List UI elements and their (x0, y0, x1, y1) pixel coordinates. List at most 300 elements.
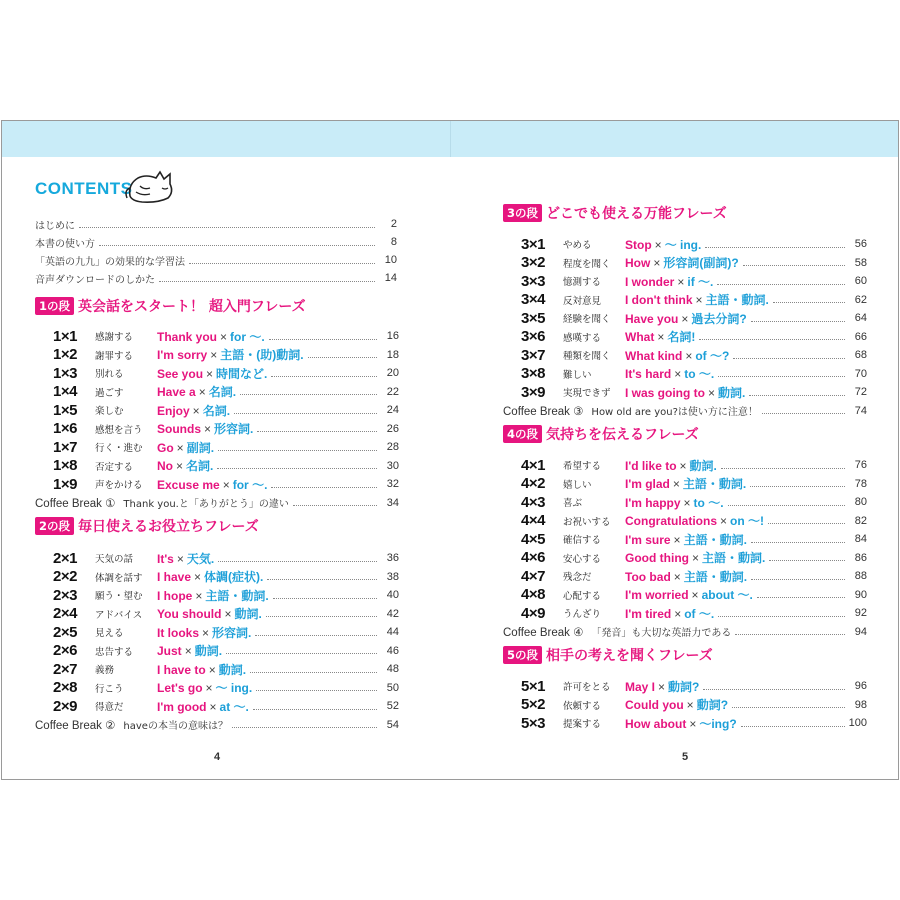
leader-dots (271, 376, 377, 377)
phrase-part: × (657, 330, 665, 344)
phrase-part: × (674, 367, 682, 381)
leader-dots (749, 395, 845, 396)
phrase-part: You should (157, 607, 222, 621)
entry-phrase (157, 624, 251, 641)
entry-topic: 感嘆する (563, 332, 602, 344)
entry-topic: 楽しむ (95, 406, 124, 417)
entry-page: 58 (854, 256, 867, 269)
entry-page: 90 (854, 588, 867, 601)
contents-entry[interactable] (503, 714, 867, 732)
intro-item-label: 「英語の九九」の効果的な学習法 (35, 256, 185, 268)
entry-phrase (625, 715, 737, 732)
section-header (503, 203, 727, 223)
entry-phrase (625, 273, 713, 290)
phrase-part: × (205, 681, 213, 695)
phrase-part: of 〜. (684, 606, 715, 621)
entry-number: 3×1 (521, 235, 545, 253)
leader-dots (769, 560, 845, 561)
entry-page: 36 (386, 552, 399, 564)
entry-phrase (157, 679, 252, 696)
section-badge: 3の段 (503, 204, 542, 222)
leader-dots (718, 376, 845, 377)
contents-entry[interactable] (35, 549, 399, 567)
phrase-part: Too bad (625, 569, 671, 584)
phrase-part: × (176, 440, 184, 455)
contents-entry[interactable] (503, 254, 867, 272)
contents-entry[interactable] (35, 660, 399, 678)
contents-entry[interactable] (503, 677, 867, 695)
entry-topic: 感謝する (95, 332, 134, 343)
entry-phrase (625, 310, 747, 327)
phrase-part: × (220, 329, 228, 344)
phrase-part: × (202, 625, 210, 640)
entry-page: 68 (854, 349, 867, 361)
entry-number: 4×6 (521, 549, 545, 566)
entry-page: 80 (854, 496, 867, 508)
contents-entry[interactable] (503, 309, 867, 327)
phrase-part: 主語・動詞. (205, 588, 269, 603)
phrase-part: × (689, 716, 697, 731)
entry-topic: うんざり (563, 609, 602, 620)
phrase-part: I'm sure (625, 532, 671, 547)
contents-entry[interactable] (35, 420, 399, 438)
contents-entry[interactable] (503, 475, 867, 493)
entry-number: 2×3 (53, 586, 77, 604)
leader-dots (79, 227, 375, 228)
entry-phrase (157, 383, 236, 400)
phrase-part: × (686, 698, 694, 712)
phrase-part: I'd like to (625, 458, 677, 473)
entry-phrase (625, 494, 724, 511)
entry-number: 2×9 (53, 697, 77, 715)
entry-number: 4×7 (521, 567, 545, 585)
phrase-part: 動詞. (718, 385, 746, 400)
phrase-part: 名詞. (208, 385, 237, 399)
phrase-part: 主語・動詞. (682, 477, 747, 491)
entry-number: 2×5 (53, 623, 77, 641)
entry-topic: 憶測する (563, 277, 602, 288)
phrase-part: It's hard (625, 367, 672, 381)
phrase-part: × (195, 588, 203, 603)
entry-topic: 許可をとる (563, 682, 611, 693)
leader-dots (717, 284, 845, 285)
entry-phrase (625, 605, 714, 622)
phrase-part: 名詞. (202, 403, 231, 418)
entry-number: 1×7 (53, 438, 77, 456)
phrase-part: 主語・動詞. (683, 532, 747, 547)
phrase-part: How (625, 256, 651, 270)
leader-dots (269, 339, 377, 340)
phrase-part: × (224, 607, 232, 621)
contents-entry[interactable] (35, 568, 399, 586)
entry-page: 78 (854, 477, 867, 490)
phrase-part: Could you (625, 698, 684, 712)
phrase-part: 時間など. (216, 366, 268, 381)
entry-number: 1×2 (53, 346, 77, 363)
phrase-part: × (176, 459, 184, 473)
entry-number: 2×1 (53, 549, 77, 567)
coffee-break-entry[interactable] (35, 716, 399, 734)
intro-item[interactable] (35, 251, 397, 269)
contents-entry[interactable] (503, 586, 867, 604)
phrase-part: × (192, 403, 200, 418)
section-badge: 2の段 (35, 517, 74, 535)
phrase-part: × (683, 495, 691, 510)
leader-dots (256, 690, 377, 691)
phrase-part: Go (157, 440, 174, 455)
entry-phrase (157, 568, 263, 585)
leader-dots (189, 263, 375, 264)
entry-topic: 種類を聞く (563, 351, 611, 362)
entry-page: 46 (386, 644, 399, 657)
entry-topic: 行こう (95, 683, 124, 695)
contents-entry[interactable] (35, 475, 399, 493)
phrase-part: 〜 ing. (215, 681, 253, 695)
coffee-break-page: 34 (386, 496, 399, 509)
intro-item-label: 本書の使い方 (35, 238, 95, 250)
entry-number: 4×3 (521, 493, 545, 511)
phrase-part: × (673, 532, 681, 547)
phrase-part: Enjoy (157, 403, 190, 418)
section-header (503, 645, 713, 665)
entry-phrase (157, 642, 222, 659)
contents-entry[interactable] (503, 567, 867, 585)
entry-number: 1×6 (53, 420, 77, 437)
phrase-part: I have to (157, 662, 206, 677)
phrase-part: I'm sorry (157, 348, 208, 362)
entry-phrase (625, 512, 764, 529)
phrase-part: 動詞? (696, 698, 729, 712)
contents-entry[interactable] (503, 604, 867, 622)
leader-dots (308, 357, 377, 358)
phrase-part: 形容詞. (214, 422, 254, 436)
phrase-part: 動詞? (668, 679, 700, 694)
entry-number: 3×2 (521, 254, 545, 271)
coffee-break-entry[interactable] (503, 402, 867, 420)
phrase-part: 主語・動詞. (683, 569, 748, 584)
entry-page: 42 (386, 607, 399, 620)
contents-entry[interactable] (503, 328, 867, 346)
phrase-part: 体調(症状). (204, 570, 264, 584)
phrase-part: 〜 ing. (664, 237, 702, 252)
entry-page: 26 (386, 422, 399, 435)
phrase-part: I'm worried (625, 588, 689, 602)
entry-number: 3×5 (521, 309, 545, 327)
phrase-part: × (672, 477, 680, 491)
entry-page: 72 (854, 386, 867, 398)
leader-dots (757, 597, 845, 598)
phrase-part: Sounds (157, 422, 201, 436)
leader-dots (226, 653, 377, 654)
intro-item-page: 10 (384, 254, 397, 266)
intro-item[interactable] (35, 233, 397, 251)
phrase-part: for 〜. (232, 477, 268, 492)
phrase-part: 名詞. (186, 459, 214, 473)
phrase-part: about 〜. (701, 588, 753, 602)
contents-entry[interactable] (35, 364, 399, 382)
entry-phrase (157, 365, 267, 382)
phrase-part: Excuse me (157, 477, 220, 492)
leader-dots (293, 505, 377, 506)
entry-number: 4×1 (521, 456, 545, 474)
phrase-part: Congratulations (625, 514, 717, 528)
phrase-part: at 〜. (219, 699, 249, 714)
contents-entry[interactable] (503, 365, 867, 383)
leader-dots (751, 321, 845, 322)
leader-dots (257, 431, 377, 432)
entry-page: 16 (386, 330, 399, 342)
leader-dots (255, 635, 377, 636)
contents-entry[interactable] (503, 346, 867, 364)
phrase-part: I hope (157, 588, 193, 603)
entry-number: 1×5 (53, 401, 77, 419)
leader-dots (743, 265, 845, 266)
entry-topic: 反対意見 (563, 295, 602, 307)
contents-entry[interactable] (503, 272, 867, 290)
entry-phrase (157, 328, 265, 345)
leader-dots (234, 413, 377, 414)
entry-topic: 謝罪する (95, 350, 134, 362)
contents-entry[interactable] (35, 457, 399, 475)
leader-dots (273, 598, 377, 599)
entry-page: 24 (386, 404, 399, 416)
entry-topic: 願う・望む (95, 591, 143, 602)
entry-phrase (157, 476, 267, 493)
leader-dots (718, 616, 845, 617)
entry-topic: 声をかける (95, 480, 143, 491)
entry-page: 18 (386, 348, 399, 361)
entry-number: 4×2 (521, 475, 545, 492)
coffee-break-page: 54 (386, 718, 399, 731)
intro-item[interactable] (35, 215, 397, 233)
phrase-part: I have (157, 570, 192, 584)
leader-dots (253, 709, 377, 710)
leader-dots (699, 339, 845, 340)
leader-dots (250, 672, 377, 673)
entry-number: 3×6 (521, 328, 545, 345)
entry-page: 86 (854, 551, 867, 564)
entry-topic: アドバイス (95, 609, 143, 621)
contents-entry[interactable] (35, 679, 399, 697)
phrase-part: × (685, 348, 693, 363)
phrase-part: × (204, 422, 212, 436)
phrase-part: to 〜. (684, 367, 715, 381)
phrase-part: × (720, 514, 728, 528)
entry-phrase (625, 291, 769, 308)
contents-entry[interactable] (503, 512, 867, 530)
phrase-part: 主語・(助)動詞. (220, 348, 304, 362)
leader-dots (267, 579, 377, 580)
entry-number: 3×8 (521, 365, 545, 382)
section-title: 毎日使えるお役立ちフレーズ (78, 519, 259, 535)
entry-topic: 忠告する (95, 646, 134, 658)
entry-number: 1×3 (53, 364, 77, 382)
contents-entry[interactable] (503, 235, 867, 253)
entry-page: 70 (854, 367, 867, 380)
contents-entry[interactable] (35, 383, 399, 401)
intro-item-label: はじめに (35, 220, 75, 232)
contents-entry[interactable] (35, 327, 399, 345)
entry-page: 40 (386, 589, 399, 601)
phrase-part: It's (157, 551, 174, 566)
phrase-part: 動詞. (194, 644, 223, 658)
leader-dots (735, 634, 845, 635)
entry-phrase (625, 384, 745, 401)
contents-entry[interactable] (35, 346, 399, 364)
coffee-break-entry[interactable] (503, 623, 867, 641)
phrase-part: × (198, 385, 206, 399)
phrase-part: I'm tired (625, 606, 672, 621)
leader-dots (232, 727, 377, 728)
contents-entry[interactable] (35, 623, 399, 641)
contents-entry[interactable] (503, 549, 867, 567)
entry-phrase (625, 586, 753, 603)
phrase-part: It looks (157, 625, 200, 640)
phrase-part: 名詞! (667, 330, 696, 344)
entry-number: 4×5 (521, 530, 545, 548)
entry-number: 4×4 (521, 512, 545, 529)
phrase-part: for 〜. (230, 329, 265, 344)
intro-item-label: 音声ダウンロードのしかた (35, 274, 155, 286)
phrase-part: What kind (625, 348, 683, 363)
entry-phrase (625, 347, 729, 364)
phrase-part: × (206, 366, 214, 381)
contents-entry[interactable] (503, 696, 867, 714)
intro-item-page: 8 (390, 236, 397, 248)
entry-page: 20 (386, 367, 399, 379)
entry-phrase (157, 346, 304, 363)
phrase-part: × (673, 569, 681, 584)
entry-page: 62 (854, 293, 867, 306)
phrase-part: I'm glad (625, 477, 670, 491)
entry-page: 84 (854, 533, 867, 545)
entry-phrase (625, 678, 699, 695)
entry-page: 56 (854, 238, 867, 250)
entry-page: 38 (386, 570, 399, 583)
contents-entry[interactable] (35, 438, 399, 456)
entry-topic: 希望する (563, 461, 602, 472)
entry-phrase (157, 698, 249, 715)
phrase-part: of 〜? (695, 348, 730, 363)
phrase-part: What (625, 330, 655, 344)
contents-entry[interactable] (503, 493, 867, 511)
section-badge: 5の段 (503, 646, 542, 664)
entry-number: 1×1 (53, 327, 77, 345)
entry-topic: 難しい (563, 369, 592, 381)
contents-entry[interactable] (35, 401, 399, 419)
sleeping-cat-icon (124, 166, 180, 204)
entry-number: 4×8 (521, 586, 545, 603)
phrase-part: × (677, 274, 685, 289)
entry-page: 76 (854, 459, 867, 471)
contents-entry[interactable] (503, 383, 867, 401)
entry-number: 2×6 (53, 642, 77, 659)
entry-topic: 否定する (95, 461, 134, 473)
intro-item[interactable] (35, 269, 397, 287)
phrase-part: 動詞. (234, 607, 262, 621)
phrase-part: 天気. (186, 551, 215, 566)
entry-page: 60 (854, 275, 867, 287)
phrase-part: × (194, 570, 202, 584)
contents-entry[interactable] (35, 697, 399, 715)
entry-phrase (625, 568, 747, 585)
phrase-part: × (208, 662, 216, 677)
entry-number: 1×8 (53, 457, 77, 474)
entry-page: 96 (854, 680, 867, 692)
phrase-part: May I (625, 679, 656, 694)
contents-entry[interactable] (503, 291, 867, 309)
contents-entry[interactable] (35, 642, 399, 660)
coffee-break-title: haveの本当の意味は？ (123, 721, 228, 732)
phrase-part: × (681, 311, 689, 326)
entry-page: 52 (386, 700, 399, 712)
entry-number: 2×2 (53, 568, 77, 585)
entry-topic: 行く・進む (95, 443, 143, 454)
entry-number: 2×4 (53, 605, 77, 622)
section-header (503, 424, 699, 444)
entry-phrase (157, 587, 269, 604)
phrase-part: 主語・動詞. (705, 293, 769, 307)
entry-phrase (625, 457, 717, 474)
section-badge: 1の段 (35, 297, 74, 315)
phrase-part: I don't think (625, 293, 693, 307)
leader-dots (721, 468, 845, 469)
entry-page: 22 (386, 385, 399, 398)
coffee-break-page: 74 (854, 404, 867, 417)
phrase-part: 主語・動詞. (702, 551, 766, 565)
entry-topic: 別れる (95, 369, 124, 380)
phrase-part: 形容詞. (212, 625, 252, 640)
leader-dots (751, 579, 845, 580)
coffee-break-label: Coffee Break ① (35, 497, 116, 510)
contents-entry[interactable] (35, 586, 399, 604)
entry-page: 64 (854, 312, 867, 324)
phrase-part: × (691, 588, 699, 602)
contents-entry[interactable] (35, 605, 399, 623)
section-title: 英会話をスタート！ 超入門フレーズ (78, 299, 306, 315)
phrase-part: Stop (625, 237, 652, 252)
entry-phrase (157, 439, 214, 456)
phrase-part: 動詞. (218, 662, 247, 677)
book-spread (1, 120, 899, 780)
entry-page: 28 (386, 441, 399, 453)
entry-phrase (157, 457, 213, 474)
coffee-break-label: Coffee Break ③ (503, 405, 584, 418)
entry-page: 82 (854, 514, 867, 527)
coffee-break-label: Coffee Break ② (35, 719, 116, 732)
phrase-part: × (658, 679, 666, 694)
phrase-part: Good thing (625, 551, 689, 565)
coffee-break-title: How old are you?は使い方に注意！ (591, 407, 758, 418)
phrase-part: 過去分詞? (691, 311, 747, 326)
entry-topic: 見える (95, 628, 124, 639)
leader-dots (218, 561, 377, 562)
coffee-break-entry[interactable] (35, 494, 399, 512)
entry-phrase (157, 550, 214, 567)
contents-entry[interactable] (503, 456, 867, 474)
entry-phrase (625, 475, 746, 492)
section-title: 気持ちを伝えるフレーズ (546, 427, 699, 443)
section-title: どこでも使える万能フレーズ (546, 206, 727, 222)
entry-number: 2×7 (53, 660, 77, 678)
phrase-part: × (184, 644, 192, 658)
phrase-part: × (679, 458, 687, 473)
leader-dots (762, 413, 845, 414)
leader-dots (240, 394, 377, 395)
entry-page: 44 (386, 626, 399, 638)
phrase-part: × (708, 385, 716, 400)
contents-entry[interactable] (503, 530, 867, 548)
